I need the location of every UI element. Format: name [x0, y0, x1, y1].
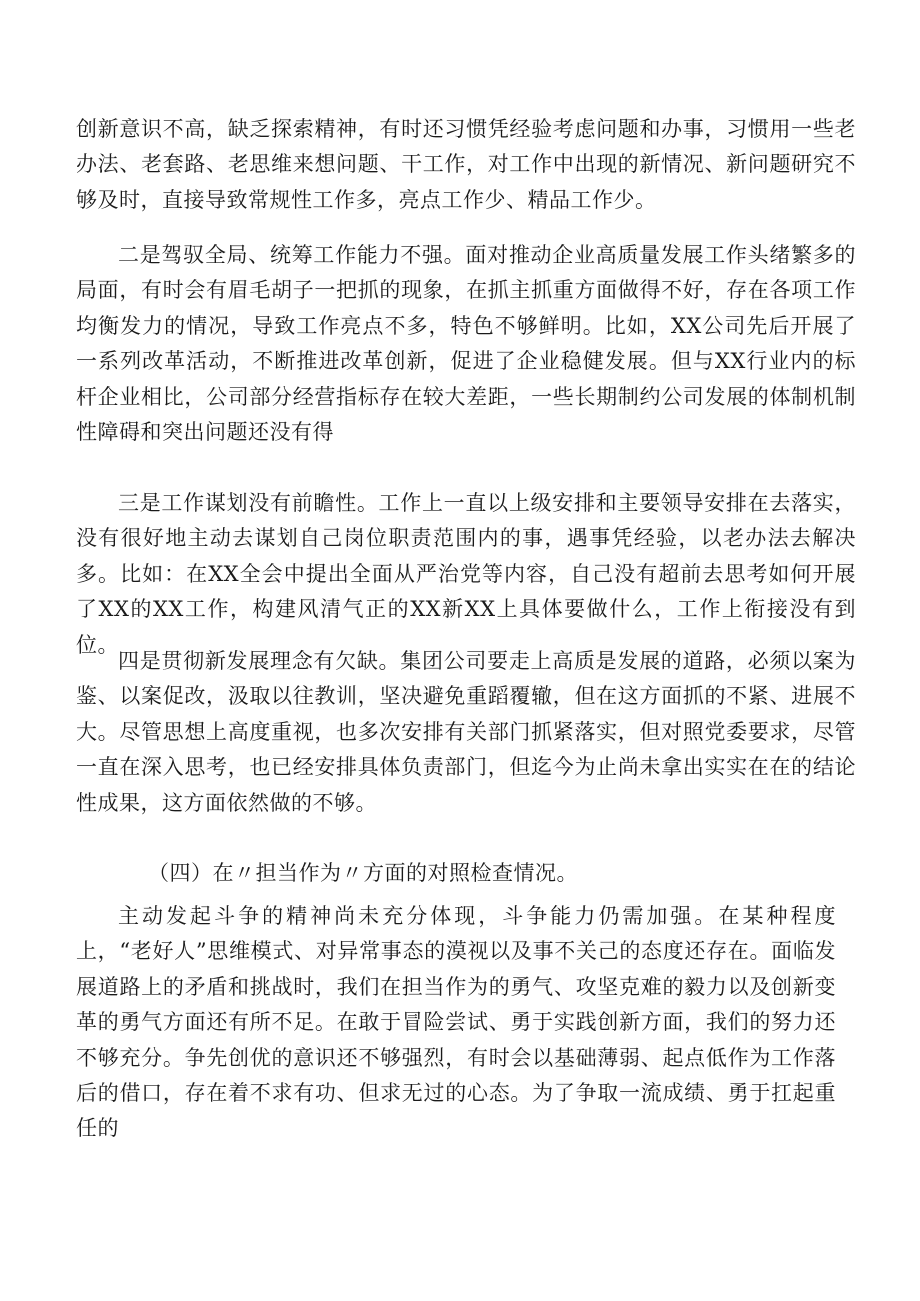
paragraph-work-planning: 三是工作谋划没有前瞻性。工作上一直以上级安排和主要领导安排在去落实，没有很好地主动去谋划自己岗位职责范围内的事，遇事凭经验，以老办法去解决多。比如：在XX全会中提出全面从严治党等内容，自己没有超前去思考如何开展了XX的XX工作，构建风清气正的XX新XX上具体要做什么，工作上衔接没有到位。 [76, 491, 856, 657]
paragraph-innovation-awareness: 创新意识不高，缺乏探索精神，有时还习惯凭经验考虑问题和办事，习惯用一些老办法、老套路、老思维来想问题、干工作，对工作中出现的新情况、新问题研究不够及时，直接导致常规性工作多，亮点工作少、精品工作少。 [76, 117, 856, 212]
section-heading-responsibility: （四）在〃担当作为〃方面的对照检查情况。 [148, 861, 578, 885]
paragraph-new-development-concept: 四是贯彻新发展理念有欠缺。集团公司要走上高质是发展的道路，必须以案为鉴、以案促改，汲取以往教训，坚决避免重蹈覆辙，但在这方面抓的不紧、进展不大。尽管思想上高度重视，也多次安排有关部门抓紧落实，但对照党委要求，尽管一直在深入思考，也已经安排具体负责部门，但迄今为止尚未拿出实实在在的结论性成果，这方面依然做的不够。 [76, 649, 856, 815]
paragraph-overall-coordination: 二是驾驭全局、统筹工作能力不强。面对推动企业高质量发展工作头绪繁多的局面，有时会有眉毛胡子一把抓的现象，在抓主抓重方面做得不好，存在各项工作均衡发力的情况，导致工作亮点不多，特色不够鲜明。比如，XX公司先后开展了一系列改革活动，不断推进改革创新，促进了企业稳健发展。但与XX行业内的标杆企业相比，公司部分经营指标存在较大差距，一些长期制约公司发展的体制机制性障碍和突出问题还没有得 [76, 243, 856, 445]
paragraph-struggle-spirit: 主动发起斗争的精神尚未充分体现，斗争能力仍需加强。在某种程度上，“老好人”思维模式、对异常事态的漠视以及事不关己的态度还存在。面临发展道路上的矛盾和挑战时，我们在担当作为的勇气、攻坚克难的毅力以及创新变革的勇气方面还有所不足。在敢于冒险尝试、勇于实践创新方面，我们的努力还不够充分。争先创优的意识还不够强烈，有时会以基础薄弱、起点低作为工作落后的借口，存在着不求有功、但求无过的心态。为了争取一流成绩、勇于扛起重任的 [76, 904, 836, 1141]
